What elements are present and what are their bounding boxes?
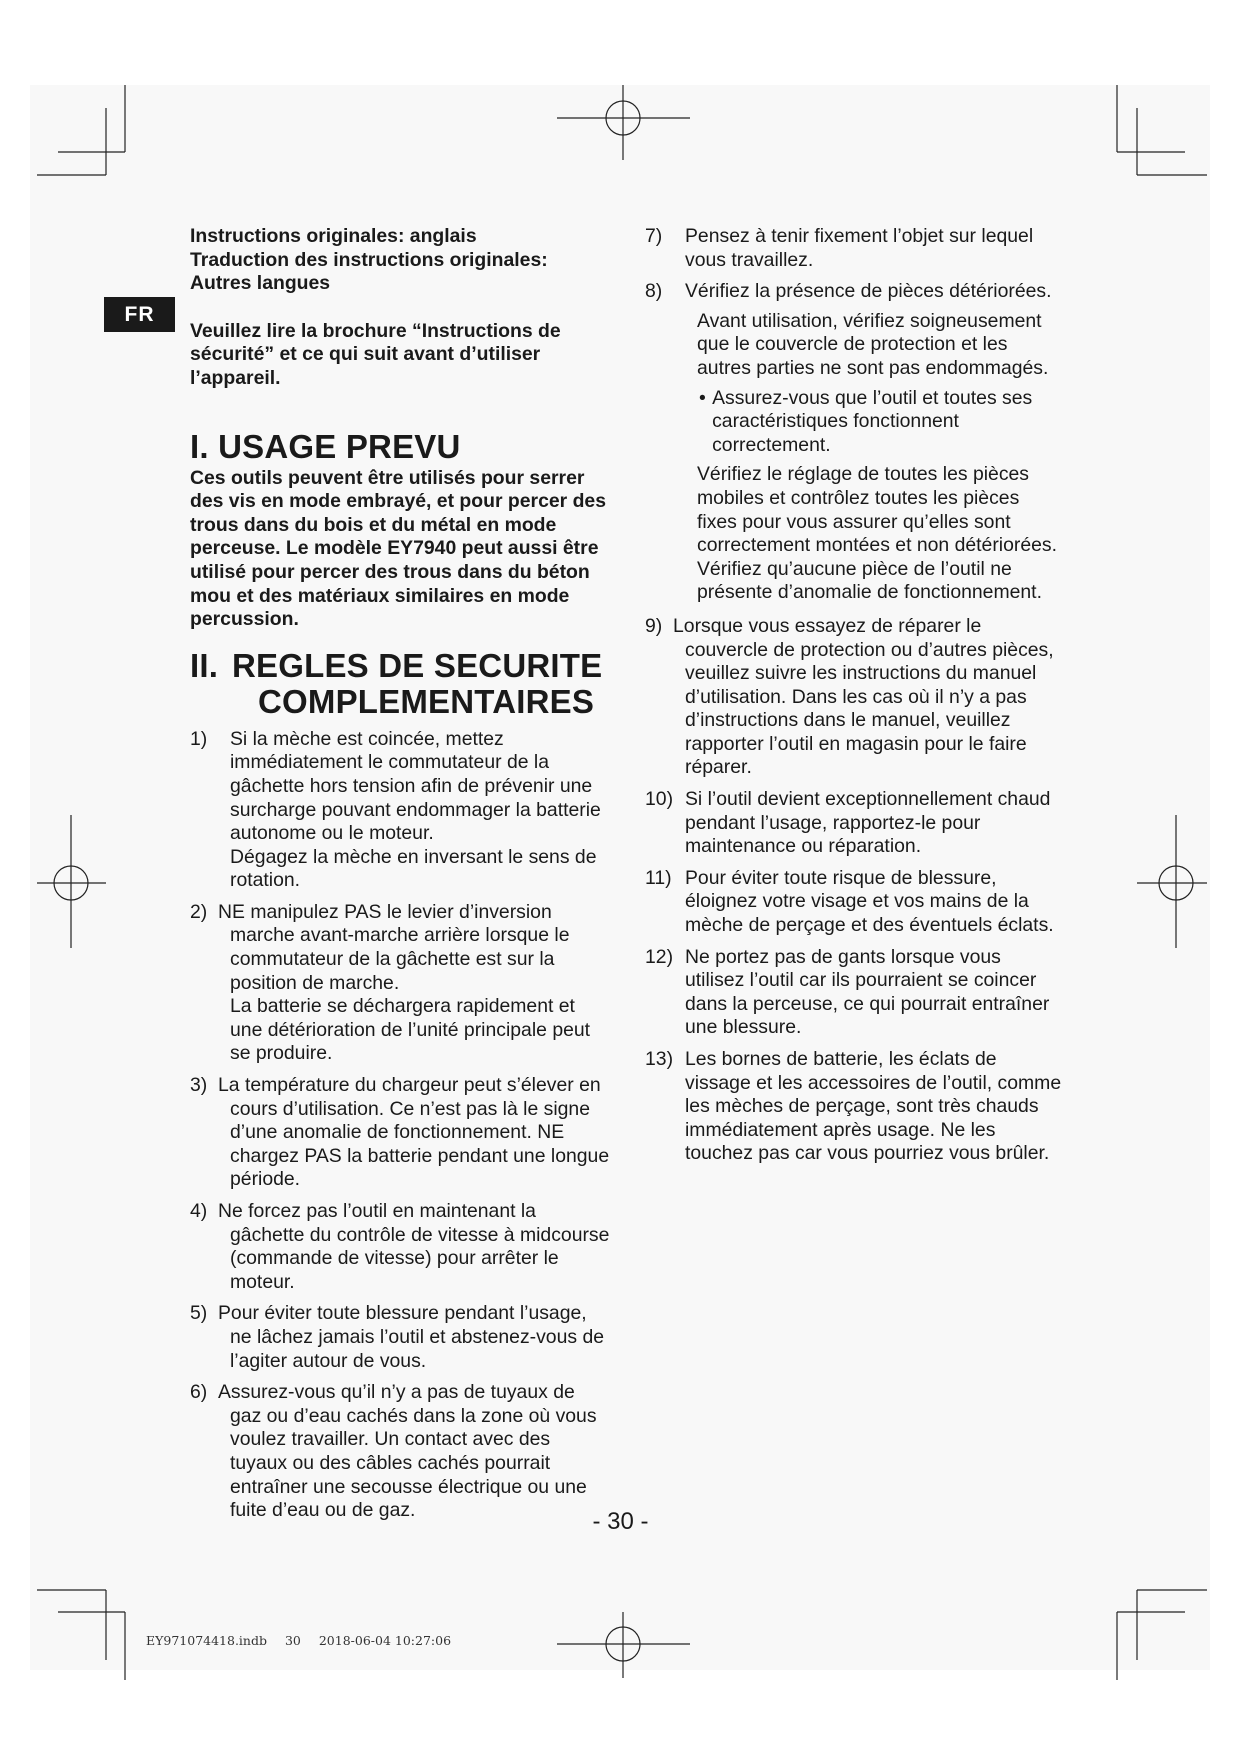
list-item — [190, 1074, 610, 1192]
list-item — [645, 280, 1063, 304]
item-8-bullet — [697, 387, 1063, 458]
item-text: Si la mèche est coincée, mettez immédiatement le commutateur de la gâchette hors tension afin de prévenir une surcharge pouvant endommager la batterie autonome ou le moteur. — [230, 727, 601, 845]
registration-mark — [557, 1612, 690, 1678]
section-number: II. — [190, 646, 219, 684]
registration-mark — [1137, 815, 1207, 948]
footer-filename: EY971074418.indb — [146, 1633, 267, 1648]
footer-page: 30 — [284, 1633, 301, 1648]
item-number: 9) — [645, 614, 663, 637]
item-text: Si l’outil devient exceptionnellement chaud pendant l’usage, rapportez-le pour maintenance ou réparation. — [685, 788, 1051, 858]
item-text: Ne portez pas de gants lorsque vous utilisez l’outil car ils pourraient se coincer dans la perceuse, ce qui pourrait entraîner une blessure. — [685, 945, 1050, 1039]
item-number: 8) — [645, 280, 663, 303]
list-item — [190, 1200, 610, 1294]
item-text: Pensez à tenir fixement l’objet sur lequel vous travaillez. — [685, 225, 1034, 271]
item-8-adjustment: Vérifiez le réglage de toutes les pièces mobiles et contrôlez toutes les pièces fixes pour vous assurer qu’elles sont correctement montées et non détériorées. Vérifiez qu’aucune pièce de l’outil ne présente d’anomalie de fonctionnement. — [697, 463, 1057, 604]
left-column — [190, 225, 610, 1523]
item-number: 7) — [645, 225, 663, 247]
list-item — [190, 1381, 610, 1523]
registration-mark — [37, 815, 106, 948]
item-number: 11) — [645, 866, 672, 889]
safety-notice: Veuillez lire la brochure “Instructions de sécurité” et ce qui suit avant d’utiliser l’appareil. — [190, 319, 561, 389]
bullet-text: Assurez-vous que l’outil et toutes ses caractéristiques fonctionnent correctement. — [712, 386, 1033, 456]
section-title-line-1: REGLES DE SECURITE — [232, 646, 603, 684]
list-item — [645, 225, 1063, 272]
item-8-inspection: Avant utilisation, vérifiez soigneusement que le couvercle de protection et les autres parties ne sont pas endommagés. — [697, 309, 1049, 379]
list-item — [645, 946, 1063, 1040]
intro-line-2: Traduction des instructions originales: — [190, 248, 548, 271]
list-item — [645, 788, 1063, 859]
registration-mark — [557, 85, 690, 160]
item-text: Pour éviter toute blessure pendant l’usage, ne lâchez jamais l’outil et abstenez-vous de l’agiter autour de vous. — [218, 1302, 605, 1372]
item-number: 13) — [645, 1048, 674, 1070]
item-text: NE manipulez PAS le levier d’inversion marche avant-marche arrière lorsque le commutateur de la gâchette est sur la position de marche. — [218, 900, 570, 994]
section-title-rules — [190, 648, 610, 720]
section-title-usage: I. USAGE PREVU — [190, 427, 461, 465]
page-number: - 30 - — [592, 1508, 649, 1535]
item-number: 10) — [645, 788, 674, 811]
item-text: La température du chargeur peut s’élever en cours d’utilisation. Ce n’est pas là le signe d’une anomalie de fonctionnement. NE chargez PAS la batterie pendant une longue période. — [218, 1074, 610, 1191]
list-item — [190, 1302, 610, 1373]
item-text: Les bornes de batterie, les éclats de vissage et les accessoires de l’outil, comme les mèches de perçage, sont très chauds immédiatement après usage. Ne les touchez pas car vous pourriez vous brûler. — [685, 1048, 1062, 1165]
item-number: 2) — [190, 900, 208, 923]
item-text: Pour éviter toute risque de blessure, éloignez votre visage et vos mains de la mèche de perçage et des éventuels éclats. — [685, 866, 1054, 937]
right-column — [645, 225, 1063, 1166]
section-title-line-2: COMPLEMENTAIRES — [258, 682, 595, 720]
list-item — [645, 615, 1063, 780]
intro-line-3: Autres langues — [190, 272, 331, 295]
list-item — [190, 901, 610, 1066]
item-text: Ne forcez pas l’outil en maintenant la gâchette du contrôle de vitesse à midcourse (commande de vitesse) pour arrêter le moteur. — [218, 1200, 610, 1293]
item-number: 6) — [190, 1381, 208, 1404]
intro-line-1: Instructions originales: anglais — [190, 225, 477, 247]
item-number: 3) — [190, 1074, 208, 1097]
usage-body: Ces outils peuvent être utilisés pour serrer des vis en mode embrayé, et pour percer des trous dans du bois et du métal en mode perceuse. Le modèle EY7940 peut aussi être utilisé pour percer des trous dans du béton mou et des matériaux similaires en mode percussion. — [190, 466, 606, 631]
language-tab: FR — [104, 297, 175, 332]
print-footer — [146, 1633, 465, 1648]
item-extra: La batterie se déchargera rapidement et une détérioration de l’unité principale peut se produire. — [230, 995, 591, 1065]
item-text: Lorsque vous essayez de réparer le couvercle de protection ou d’autres pièces, veuillez suivre les instructions du manuel d’utilisation. Dans les cas où il n’y a pas d’instructions dans le manuel, veuillez rapporter l’outil en magasin pour le faire réparer. — [673, 614, 1054, 779]
item-number: 1) — [190, 727, 208, 750]
footer-timestamp: 2018-06-04 10:27:06 — [318, 1633, 452, 1648]
item-text: Assurez-vous qu’il n’y a pas de tuyaux de gaz ou d’eau cachés dans la zone où vous voulez travailler. Un contact avec des tuyaux ou des câbles cachés pourrait entraîner une secousse électrique ou une fuite d’eau ou de gaz. — [218, 1381, 597, 1522]
item-8-details — [697, 310, 1063, 605]
list-item — [645, 1048, 1063, 1166]
list-item — [190, 728, 610, 893]
bullet-icon: • — [699, 386, 706, 409]
item-text: Vérifiez la présence de pièces détériorées. — [685, 280, 1052, 303]
item-extra: Dégagez la mèche en inversant le sens de rotation. — [230, 845, 597, 892]
item-number: 12) — [645, 945, 674, 968]
item-number: 4) — [190, 1200, 208, 1222]
list-item — [645, 867, 1063, 938]
item-number: 5) — [190, 1302, 208, 1325]
intro-block — [190, 225, 610, 391]
